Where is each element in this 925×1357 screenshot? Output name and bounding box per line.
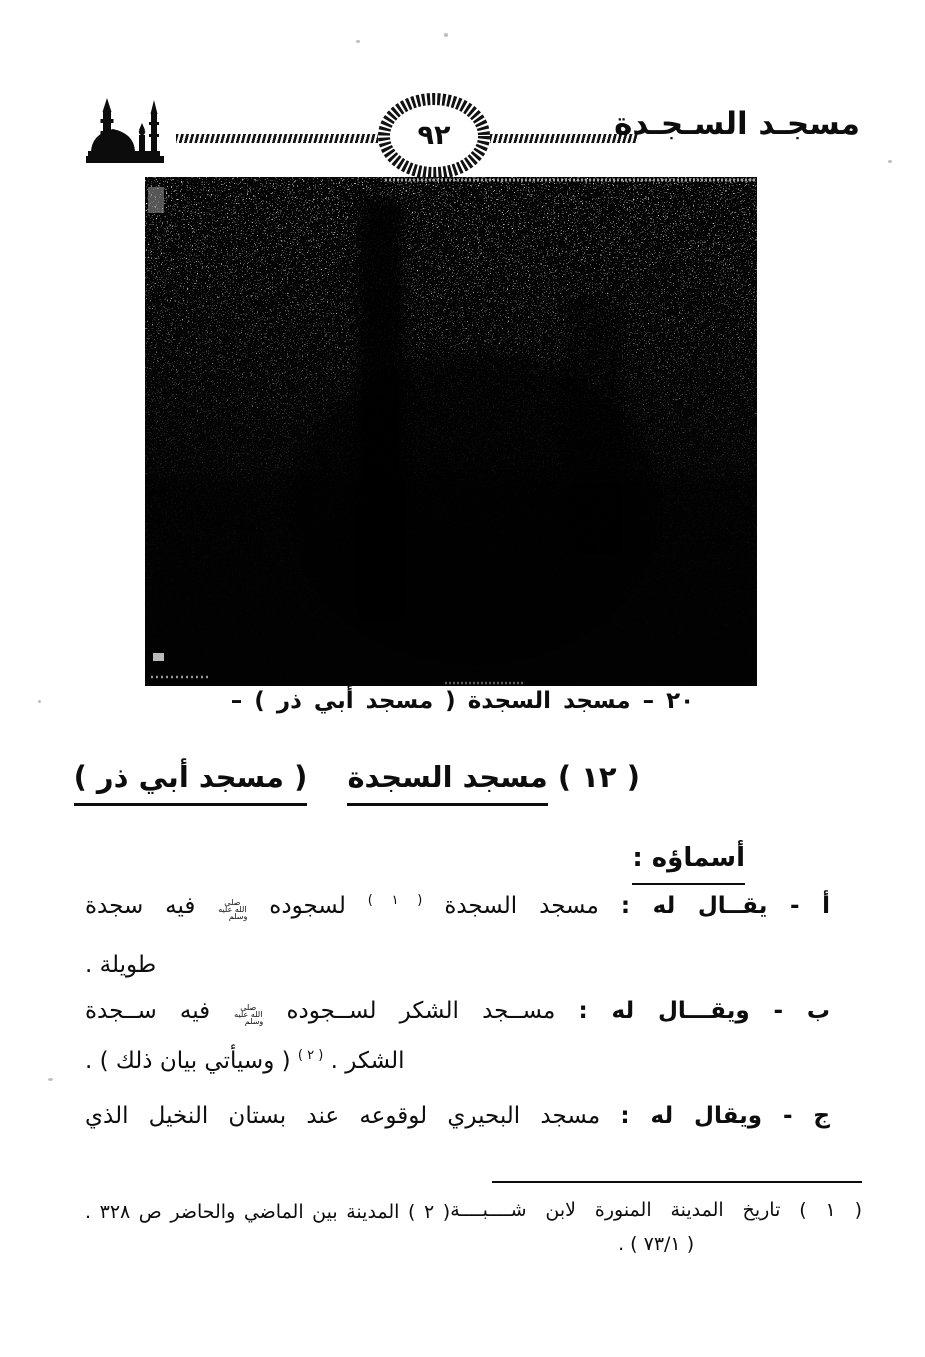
header-section-title: مسجـد السـجـدة (614, 106, 860, 142)
page-number: ٩٢ (417, 119, 451, 151)
footnotes (85, 1196, 862, 1260)
section-heading-names: أسماؤه : (632, 843, 745, 885)
paragraph-b-text1: مســجد الشكر لســجوده (286, 998, 556, 1024)
scan-speck (356, 40, 360, 43)
footnote-separator (492, 1181, 862, 1183)
paragraph-a-line2: طويلة . (85, 952, 157, 978)
paragraph-c-line1 (85, 1099, 860, 1134)
page-number-ornament (376, 92, 492, 180)
entry-number: ( ١٢ ) (557, 760, 640, 794)
scan-speck (888, 160, 892, 163)
mosque-photo (145, 177, 757, 686)
paragraph-b-line2 (85, 1044, 405, 1079)
salawat-mark: صلى الله عليه وسلم (234, 1003, 264, 1026)
footnote-1-line2: ( ٧٣/١ ) . (618, 1233, 695, 1256)
rope-divider-left (176, 134, 378, 143)
paragraph-c-text1: مسجد البحيري لوقوعه عند بستان النخيل الذي (85, 1103, 601, 1129)
paragraph-a-text3: فيه سجدة (85, 893, 196, 919)
mosque-icon (86, 94, 166, 168)
paragraph-b-text2: فيه ســجدة (85, 998, 211, 1024)
footnote-ref-2: ( ٢ ) (297, 1048, 324, 1063)
paragraph-b-lead: ب - ويقـــال له : (578, 998, 830, 1024)
paragraph-b-line2-text2: ( وسيأتي بيان ذلك ) . (85, 1048, 291, 1074)
paragraph-b-line1 (85, 994, 860, 1029)
scan-speck (444, 33, 448, 37)
paragraph-a-lead: أ - يقــال له : (620, 893, 830, 919)
entry-name-main: مسجد السجدة (347, 760, 547, 806)
footnote-2-line1: ( ٢ ) المدينة بين الماضي والحاضر ص ٣٢٨ . (85, 1201, 451, 1223)
footnote-1-line1: ( ١ ) تاريخ المدينة المنورة لابن شــــبــــة (450, 1199, 862, 1221)
paragraph-b-line2-text1: الشكر . (330, 1048, 405, 1074)
entry-name-alt: ( مسجد أبي ذر ) (74, 760, 308, 806)
entry-title (74, 760, 640, 806)
paragraph-c-lead: ج - ويقال له : (620, 1103, 830, 1129)
paragraph-a-text1: مسجد السجدة (444, 893, 599, 919)
footnote-ref-1: ( ١ ) (367, 893, 423, 908)
paragraph-a-text2: لسجوده (269, 893, 346, 919)
paragraph-a-line1 (85, 889, 860, 924)
figure-caption: ٢٠ – مسجد السجدة ( مسجد أبي ذر ) – (230, 688, 695, 714)
salawat-mark: صلى الله عليه وسلم (218, 898, 248, 921)
scan-speck (48, 1078, 53, 1081)
footnote-2 (85, 1196, 450, 1260)
scan-speck (38, 700, 41, 703)
footnote-1 (450, 1196, 862, 1260)
